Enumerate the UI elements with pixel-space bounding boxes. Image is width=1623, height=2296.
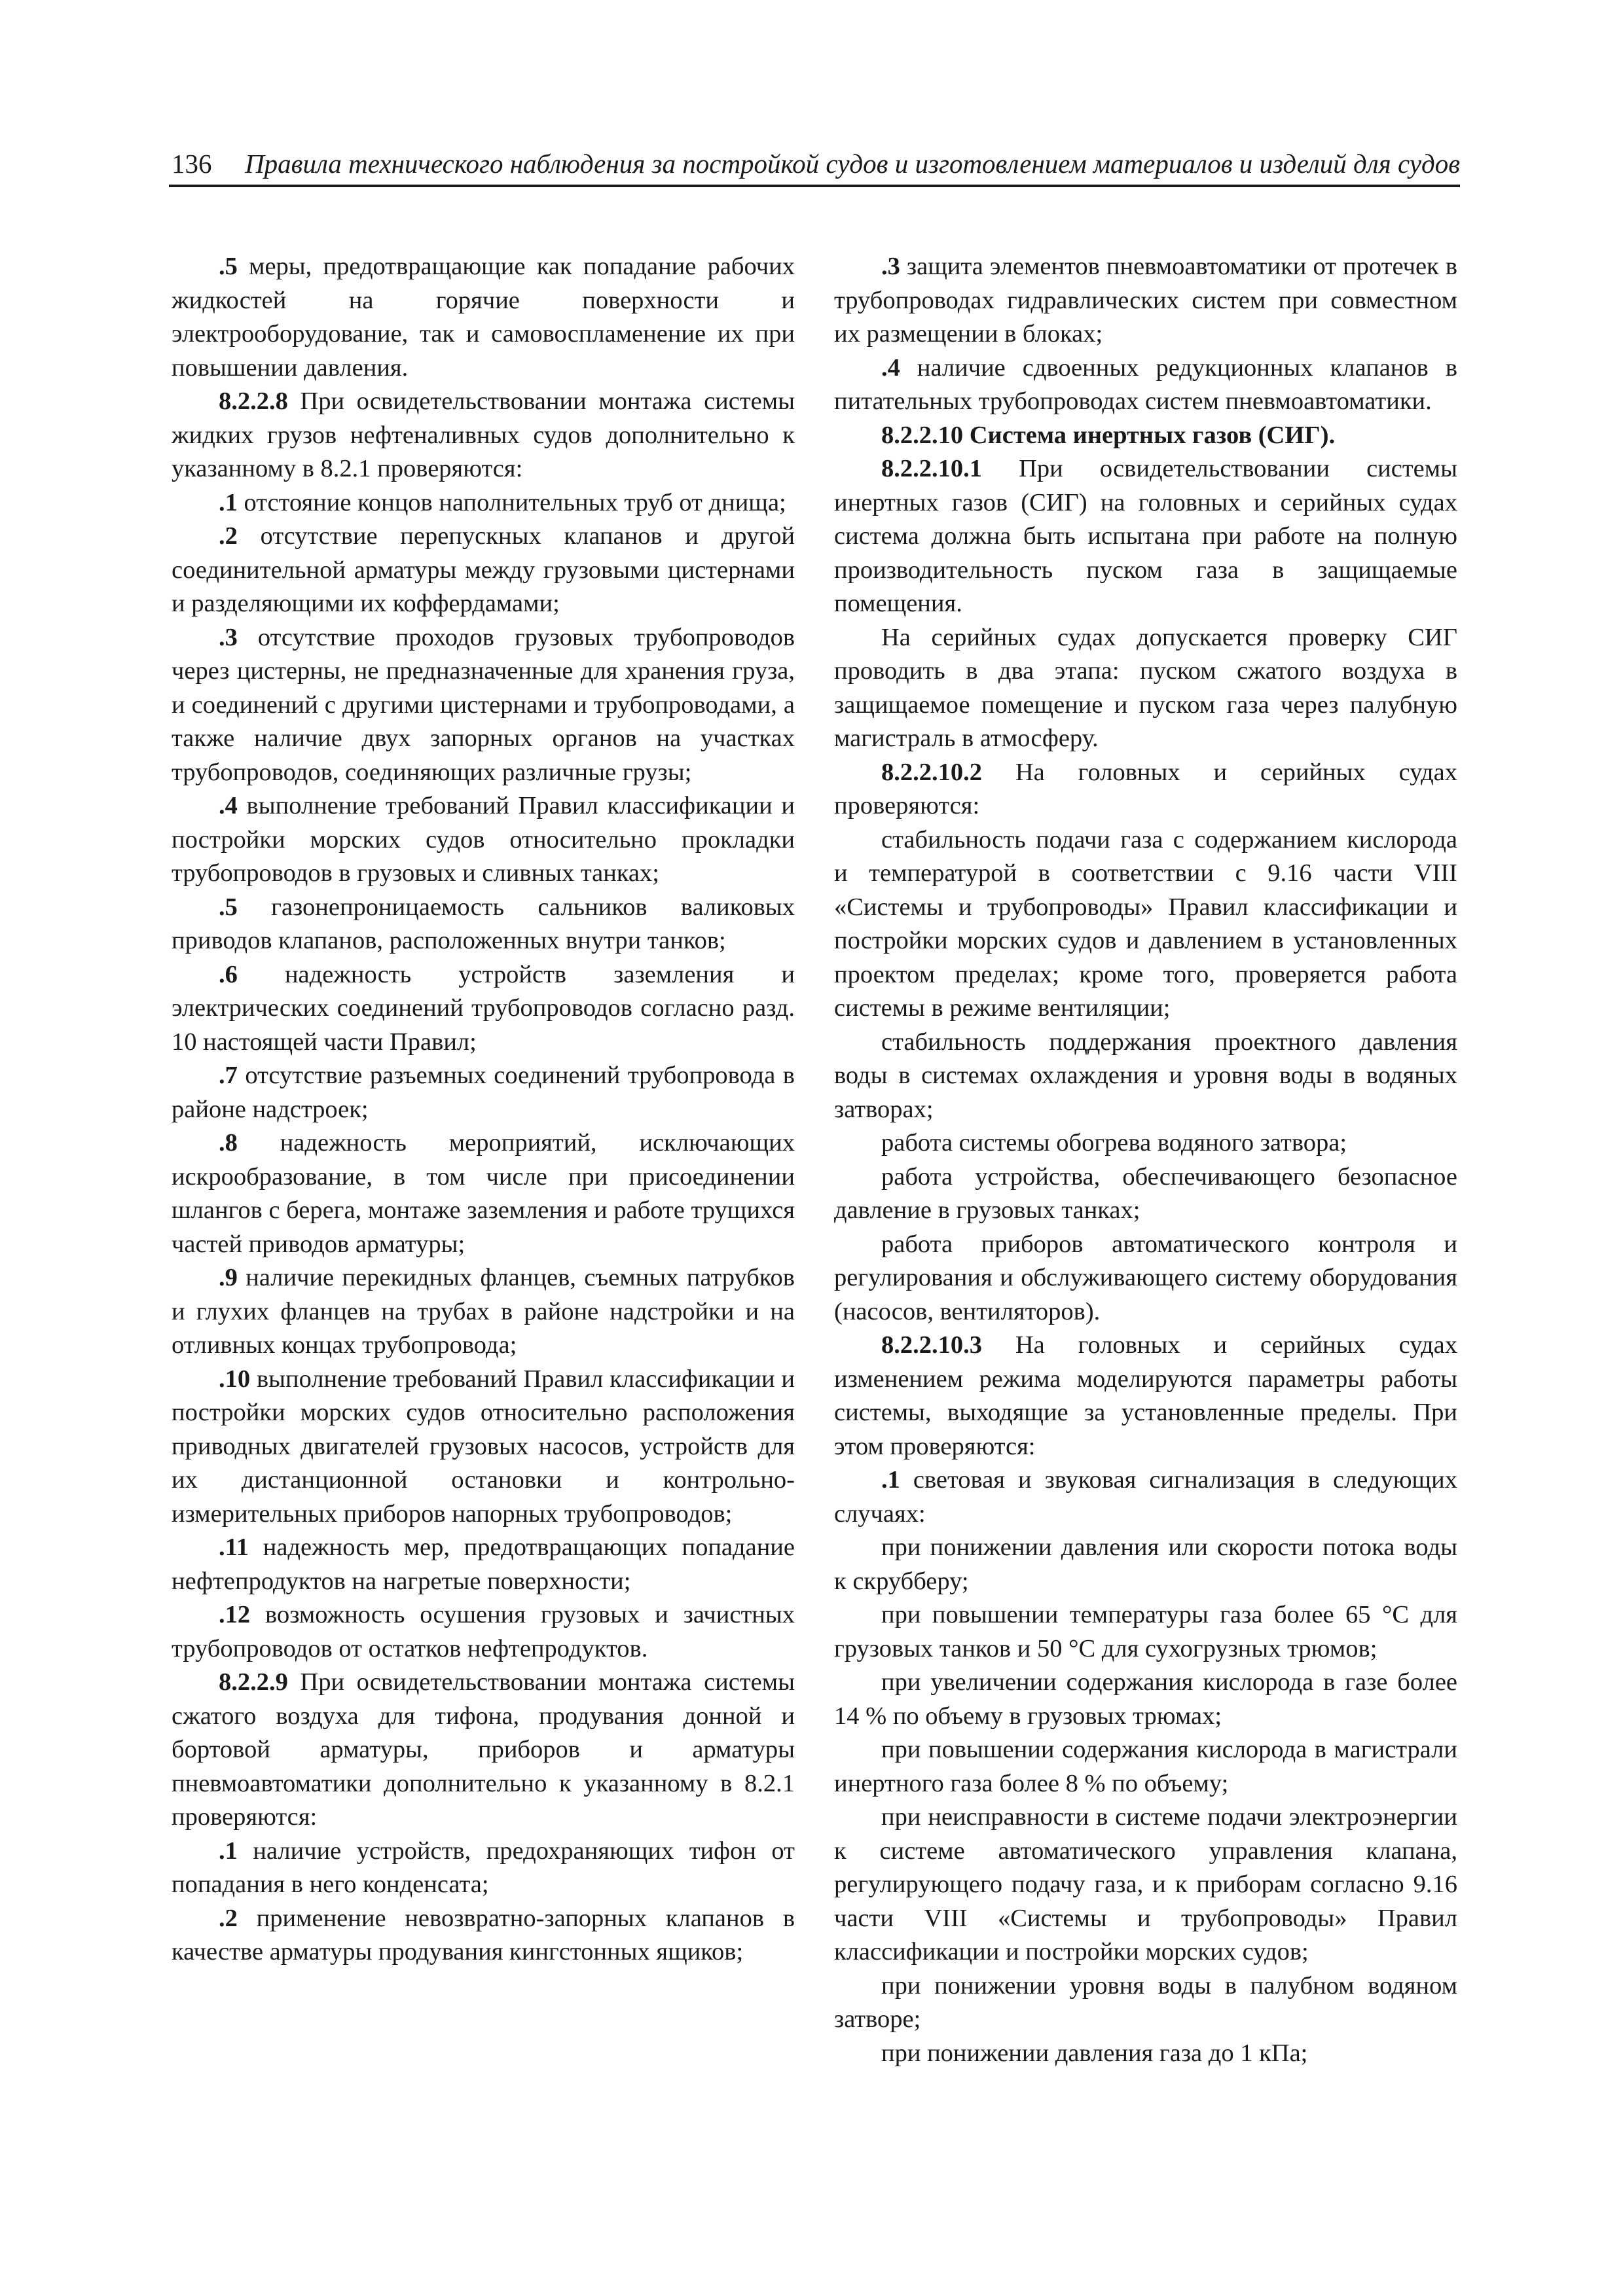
paragraph-text: отстояние концов наполнительных труб от днища;: [237, 488, 786, 516]
paragraph-text: работа приборов автоматического контроля и регулирования и обслуживающего систему оборудования (насосов, вентиляторов).: [834, 1230, 1457, 1325]
paragraph: [834, 1531, 1457, 1598]
paragraph-text: работа системы обогрева водяного затвора;: [881, 1129, 1347, 1157]
item-number: .5: [219, 893, 238, 921]
paragraph: [834, 1329, 1457, 1463]
paragraph: [172, 1363, 795, 1532]
item-number: .9: [219, 1264, 238, 1291]
clause-number: 8.2.2.8: [219, 387, 288, 415]
paragraph-text: надежность устройств заземления и электрических соединений трубопроводов согласно разд. 10 настоящей части Правил;: [172, 960, 795, 1056]
paragraph-text: При освидетельствовании монтажа системы жидких грузов нефтеналивных судов дополнительно к указанному в 8.2.1 проверяются:: [172, 387, 795, 482]
clause-number: 8.2.2.10.1: [881, 455, 982, 482]
paragraph-text: при неисправности в системе подачи электроэнергии к системе автоматического управления клапана, регулирующего подачу газа, и к приборам согласно 9.16 части VIII «Системы и трубопроводы» Правил классификации и постройки морских судов;: [834, 1803, 1457, 1965]
item-number: .3: [219, 623, 238, 651]
paragraph: [172, 1666, 795, 1835]
item-number: .1: [219, 488, 238, 516]
paragraph: [834, 1160, 1457, 1228]
item-number: .12: [219, 1601, 251, 1628]
paragraph-text: отсутствие проходов грузовых трубопроводов через цистерны, не предназначенные для хранения груза, и соединений с другими цистернами и трубопроводами, а также наличие двух запорных органов на участках трубопроводов, соединяющих различные грузы;: [172, 623, 795, 786]
item-number: .2: [219, 522, 238, 550]
paragraph-text: наличие устройств, предохраняющих тифон от попадания в него конденсата;: [172, 1837, 795, 1898]
paragraph-text: защита элементов пневмоавтоматики от протечек в трубопроводах гидравлических систем при совместном их размещении в блоках;: [834, 253, 1457, 348]
item-number: .1: [219, 1837, 238, 1865]
paragraph: [172, 1531, 795, 1598]
paragraph: [834, 823, 1457, 1026]
paragraph: [172, 1598, 795, 1666]
paragraph-text: работа устройства, обеспечивающего безопасное давление в грузовых танках;: [834, 1162, 1457, 1224]
paragraph-text: наличие перекидных фланцев, съемных патрубков и глухих фланцев на трубах в районе надстройки и на отливных концах трубопровода;: [172, 1264, 795, 1359]
paragraph: [834, 250, 1457, 351]
paragraph-text: надежность мер, предотвращающих попадание нефтепродуктов на нагретые поверхности;: [172, 1534, 795, 1595]
paragraph-text: стабильность подачи газа с содержанием кислорода и температурой в соответствии с 9.16 части VIII «Системы и трубопроводы» Правил классификации и постройки морских судов и давлением в установленных проектом пределах; кроме того, проверяется работа системы в режиме вентиляции;: [834, 825, 1457, 1022]
paragraph-text: при понижении давления газа до 1 кПа;: [881, 2039, 1308, 2067]
paragraph-text: надежность мероприятий, исключающих искрообразование, в том числе при присоединении шлангов с берега, монтаже заземления и работе трущихся частей приводов арматуры;: [172, 1129, 795, 1258]
item-number: .8: [219, 1129, 238, 1157]
paragraph: [834, 452, 1457, 621]
paragraph-text: наличие сдвоенных редукционных клапанов в питательных трубопроводах систем пневмоавтоматики.: [834, 353, 1457, 415]
paragraph: [172, 1126, 795, 1261]
paragraph-text: при понижении давления или скорости потока воды к скрубберу;: [834, 1534, 1457, 1595]
paragraph-text: при повышении температуры газа более 65 °С для грузовых танков и 50 °С для сухогрузных трюмов;: [834, 1601, 1457, 1662]
section-heading: [834, 419, 1457, 453]
item-number: .3: [881, 253, 900, 280]
item-number: .10: [219, 1365, 251, 1393]
paragraph: [172, 250, 795, 385]
item-number: .1: [881, 1466, 900, 1494]
paragraph: [834, 1801, 1457, 1969]
paragraph-text: возможность осушения грузовых и зачистных трубопроводов от остатков нефтепродуктов.: [172, 1601, 795, 1662]
paragraph: [834, 1126, 1457, 1160]
paragraph: [172, 891, 795, 958]
paragraph: [172, 1059, 795, 1126]
paragraph-text: при понижении уровня воды в палубном водяном затворе;: [834, 1971, 1457, 2033]
paragraph: [172, 520, 795, 621]
item-number: .2: [219, 1904, 238, 1932]
item-number: .11: [219, 1534, 249, 1561]
paragraph: [172, 1902, 795, 1969]
paragraph: [172, 621, 795, 790]
paragraph-text: выполнение требований Правил классификации и постройки морских судов относительно расположения приводных двигателей грузовых насосов, устройств для их дистанционной остановки и контрольно-измерительных приборов напорных трубопроводов;: [172, 1365, 795, 1528]
paragraph: [834, 2037, 1457, 2071]
paragraph-text: отсутствие перепускных клапанов и другой соединительной арматуры между грузовыми цистернами и разделяющими их коффердамами;: [172, 522, 795, 617]
page-number: 136: [172, 149, 212, 179]
item-number: .4: [219, 792, 238, 819]
paragraph: [172, 1261, 795, 1363]
paragraph-text: меры, предотвращающие как попадание рабочих жидкостей на горячие поверхности и электрооборудование, так и самовоспламенение их при повышении давления.: [172, 253, 795, 382]
clause-number: 8.2.2.9: [219, 1668, 288, 1696]
item-number: .6: [219, 960, 238, 988]
paragraph: [834, 1733, 1457, 1801]
paragraph-text: при повышении содержания кислорода в магистрали инертного газа более 8 % по объему;: [834, 1736, 1457, 1797]
item-number: .7: [219, 1062, 238, 1089]
running-header: [169, 144, 1460, 183]
paragraph-text: отсутствие разъемных соединений трубопровода в районе надстроек;: [172, 1062, 795, 1123]
paragraph: [834, 1026, 1457, 1127]
header-rule: [169, 185, 1460, 187]
paragraph-text: выполнение требований Правил классификации и постройки морских судов относительно прокладки трубопроводов в грузовых и сливных танках;: [172, 792, 795, 887]
paragraph-text: световая и звуковая сигнализация в следующих случаях:: [834, 1466, 1457, 1528]
paragraph: [834, 1666, 1457, 1733]
paragraph-text: газонепроницаемость сальников валиковых приводов клапанов, расположенных внутри танков;: [172, 893, 795, 954]
item-number: .4: [881, 353, 900, 382]
clause-number: 8.2.2.10.3: [881, 1331, 982, 1359]
paragraph-text: На серийных судах допускается проверку СИГ проводить в два этапа: пуском сжатого воздуха в защищаемое помещение и пуском газа через палубную магистраль в атмосферу.: [834, 623, 1457, 752]
paragraph: [172, 385, 795, 486]
paragraph: [172, 486, 795, 520]
paragraph-text: при увеличении содержания кислорода в газе более 14 % по объему в грузовых трюмах;: [834, 1668, 1457, 1730]
paragraph: [834, 1463, 1457, 1531]
paragraph: [172, 789, 795, 891]
paragraph: [172, 958, 795, 1060]
paragraph-text: При освидетельствовании монтажа системы сжатого воздуха для тифона, продувания донной и бортовой арматуры, приборов и арматуры пневмоавтоматики дополнительно к указанному в 8.2.1 проверяются:: [172, 1668, 795, 1831]
paragraph-text: При освидетельствовании системы инертных газов (СИГ) на головных и серийных судах система должна быть испытана при работе на полную производительность пуском газа в защищаемые помещения.: [834, 455, 1457, 617]
clause-number: 8.2.2.10.2: [881, 758, 982, 786]
paragraph: [172, 1835, 795, 1902]
paragraph-text: стабильность поддержания проектного давления воды в системах охлаждения и уровня воды в водяных затворах;: [834, 1028, 1457, 1123]
paragraph-text: применение невозвратно-запорных клапанов в качестве арматуры продувания кингстонных ящиков;: [172, 1904, 795, 1965]
paragraph: [834, 1969, 1457, 2037]
paragraph: [834, 1228, 1457, 1329]
paragraph: [834, 756, 1457, 823]
paragraph-text: На головных и серийных судах изменением режима моделируются параметры работы системы, выходящие за установленные пределы. При этом проверяются:: [834, 1331, 1457, 1460]
paragraph: [834, 621, 1457, 756]
section-heading-text: 8.2.2.10 Система инертных газов (СИГ).: [881, 421, 1336, 449]
running-title: Правила технического наблюдения за постройкой судов и изготовлением материалов и изделий для судов: [245, 149, 1460, 179]
paragraph: [834, 351, 1457, 419]
right-column: [834, 250, 1457, 2070]
paragraph: [834, 1598, 1457, 1666]
item-number: .5: [219, 253, 238, 280]
paragraph-text: На головных и серийных судах проверяются:: [834, 758, 1457, 819]
left-column: [172, 250, 795, 1969]
